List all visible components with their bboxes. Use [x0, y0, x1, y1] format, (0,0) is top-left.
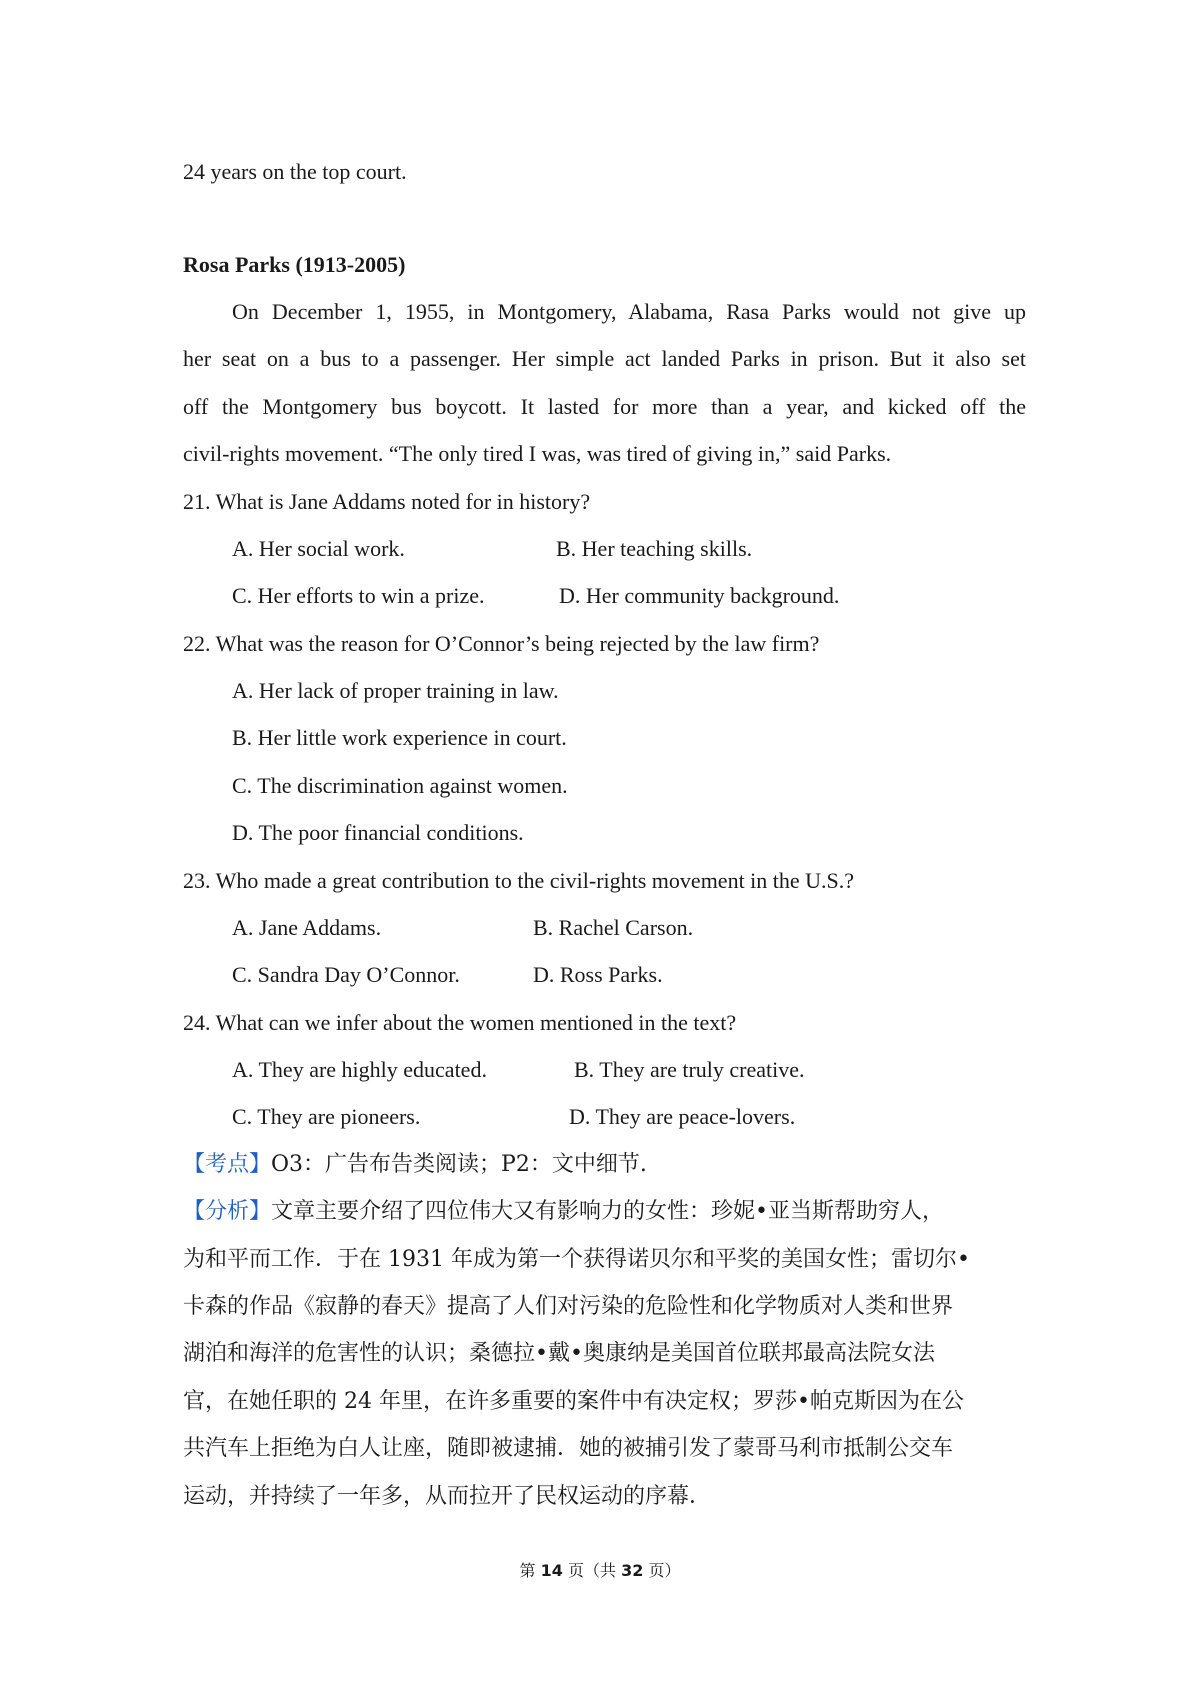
question-23-stem: 23. Who made a great contribution to the civil-rights movement in the U.S.?: [183, 868, 855, 893]
section-title: Rosa Parks (1913-2005): [183, 252, 406, 277]
fenxi-first-line: [183, 1197, 944, 1227]
question-22-stem: 22. What was the reason for O’Connor’s being rejected by the law firm?: [183, 631, 820, 656]
question-22-option-b: B. Her little work experience in court.: [232, 725, 567, 750]
question-21-option-b: B. Her teaching skills.: [556, 536, 753, 561]
footer-suffix: 页）: [648, 1561, 681, 1580]
question-23-option-a: A. Jane Addams.: [232, 915, 382, 940]
paragraph-line-3: off the Montgomery bus boycott. It lasted for more than a year, and kicked off the: [183, 394, 1026, 419]
question-24-option-b: B. They are truly creative.: [574, 1057, 805, 1082]
fenxi-tag: 【分析】: [183, 1199, 272, 1224]
paragraph-line-1: On December 1, 1955, in Montgomery, Alabama, Rasa Parks would not give up: [232, 299, 1026, 324]
footer-page-number: 14: [540, 1561, 563, 1580]
question-22-option-c: C. The discrimination against women.: [232, 773, 568, 798]
footer-prefix: 第: [519, 1561, 536, 1580]
question-24-stem: 24. What can we infer about the women mentioned in the text?: [183, 1010, 737, 1035]
question-21-option-c: C. Her efforts to win a prize.: [232, 583, 485, 608]
fenxi-line-2: 为和平而工作．于在 1931 年成为第一个获得诺贝尔和平奖的美国女性；雷切尔•: [183, 1247, 970, 1272]
question-23-option-d: D. Ross Parks.: [533, 962, 663, 987]
question-21-option-d: D. Her community background.: [559, 583, 840, 608]
paragraph-line-2: her seat on a bus to a passenger. Her simple act landed Parks in prison. But it also set: [183, 346, 1026, 371]
question-22-option-d: D. The poor financial conditions.: [232, 820, 524, 845]
question-24-option-a: A. They are highly educated.: [232, 1057, 487, 1082]
fenxi-line-3: 卡森的作品《寂静的春天》提高了人们对污染的危险性和化学物质对人类和世界: [183, 1294, 954, 1319]
question-24-option-d: D. They are peace-lovers.: [569, 1104, 796, 1129]
fenxi-line-4: 湖泊和海洋的危害性的认识；桑德拉•戴•奥康纳是美国首位联邦最高法院女法: [183, 1341, 935, 1366]
continued-text-line: 24 years on the top court.: [183, 159, 407, 184]
question-23-option-b: B. Rachel Carson.: [533, 915, 694, 940]
kaodian-line: [183, 1150, 647, 1180]
kaodian-tag: 【考点】: [183, 1152, 272, 1177]
kaodian-text: O3：广告布告类阅读；P2：文中细节.: [271, 1152, 647, 1177]
fenxi-line-7: 运动，并持续了一年多，从而拉开了民权运动的序幕．: [183, 1484, 712, 1509]
question-21-option-a: A. Her social work.: [232, 536, 405, 561]
question-24-option-c: C. They are pioneers.: [232, 1104, 421, 1129]
footer-mid: 页（共: [567, 1561, 616, 1580]
page-footer: [0, 1559, 1200, 1583]
question-21-stem: 21. What is Jane Addams noted for in history?: [183, 489, 591, 514]
paragraph-line-4: civil-rights movement. “The only tired I was, was tired of giving in,” said Parks.: [183, 441, 892, 466]
fenxi-line-5: 官，在她任职的 24 年里，在许多重要的案件中有决定权；罗莎•帕克斯因为在公: [183, 1389, 964, 1414]
fenxi-first-text: 文章主要介绍了四位伟大又有影响力的女性：珍妮•亚当斯帮助穷人，: [271, 1199, 944, 1224]
footer-total-pages: 32: [621, 1561, 644, 1580]
question-23-option-c: C. Sandra Day O’Connor.: [232, 962, 460, 987]
question-22-option-a: A. Her lack of proper training in law.: [232, 678, 559, 703]
fenxi-line-6: 共汽车上拒绝为白人让座，随即被逮捕．她的被捕引发了蒙哥马利市抵制公交车: [183, 1436, 954, 1461]
